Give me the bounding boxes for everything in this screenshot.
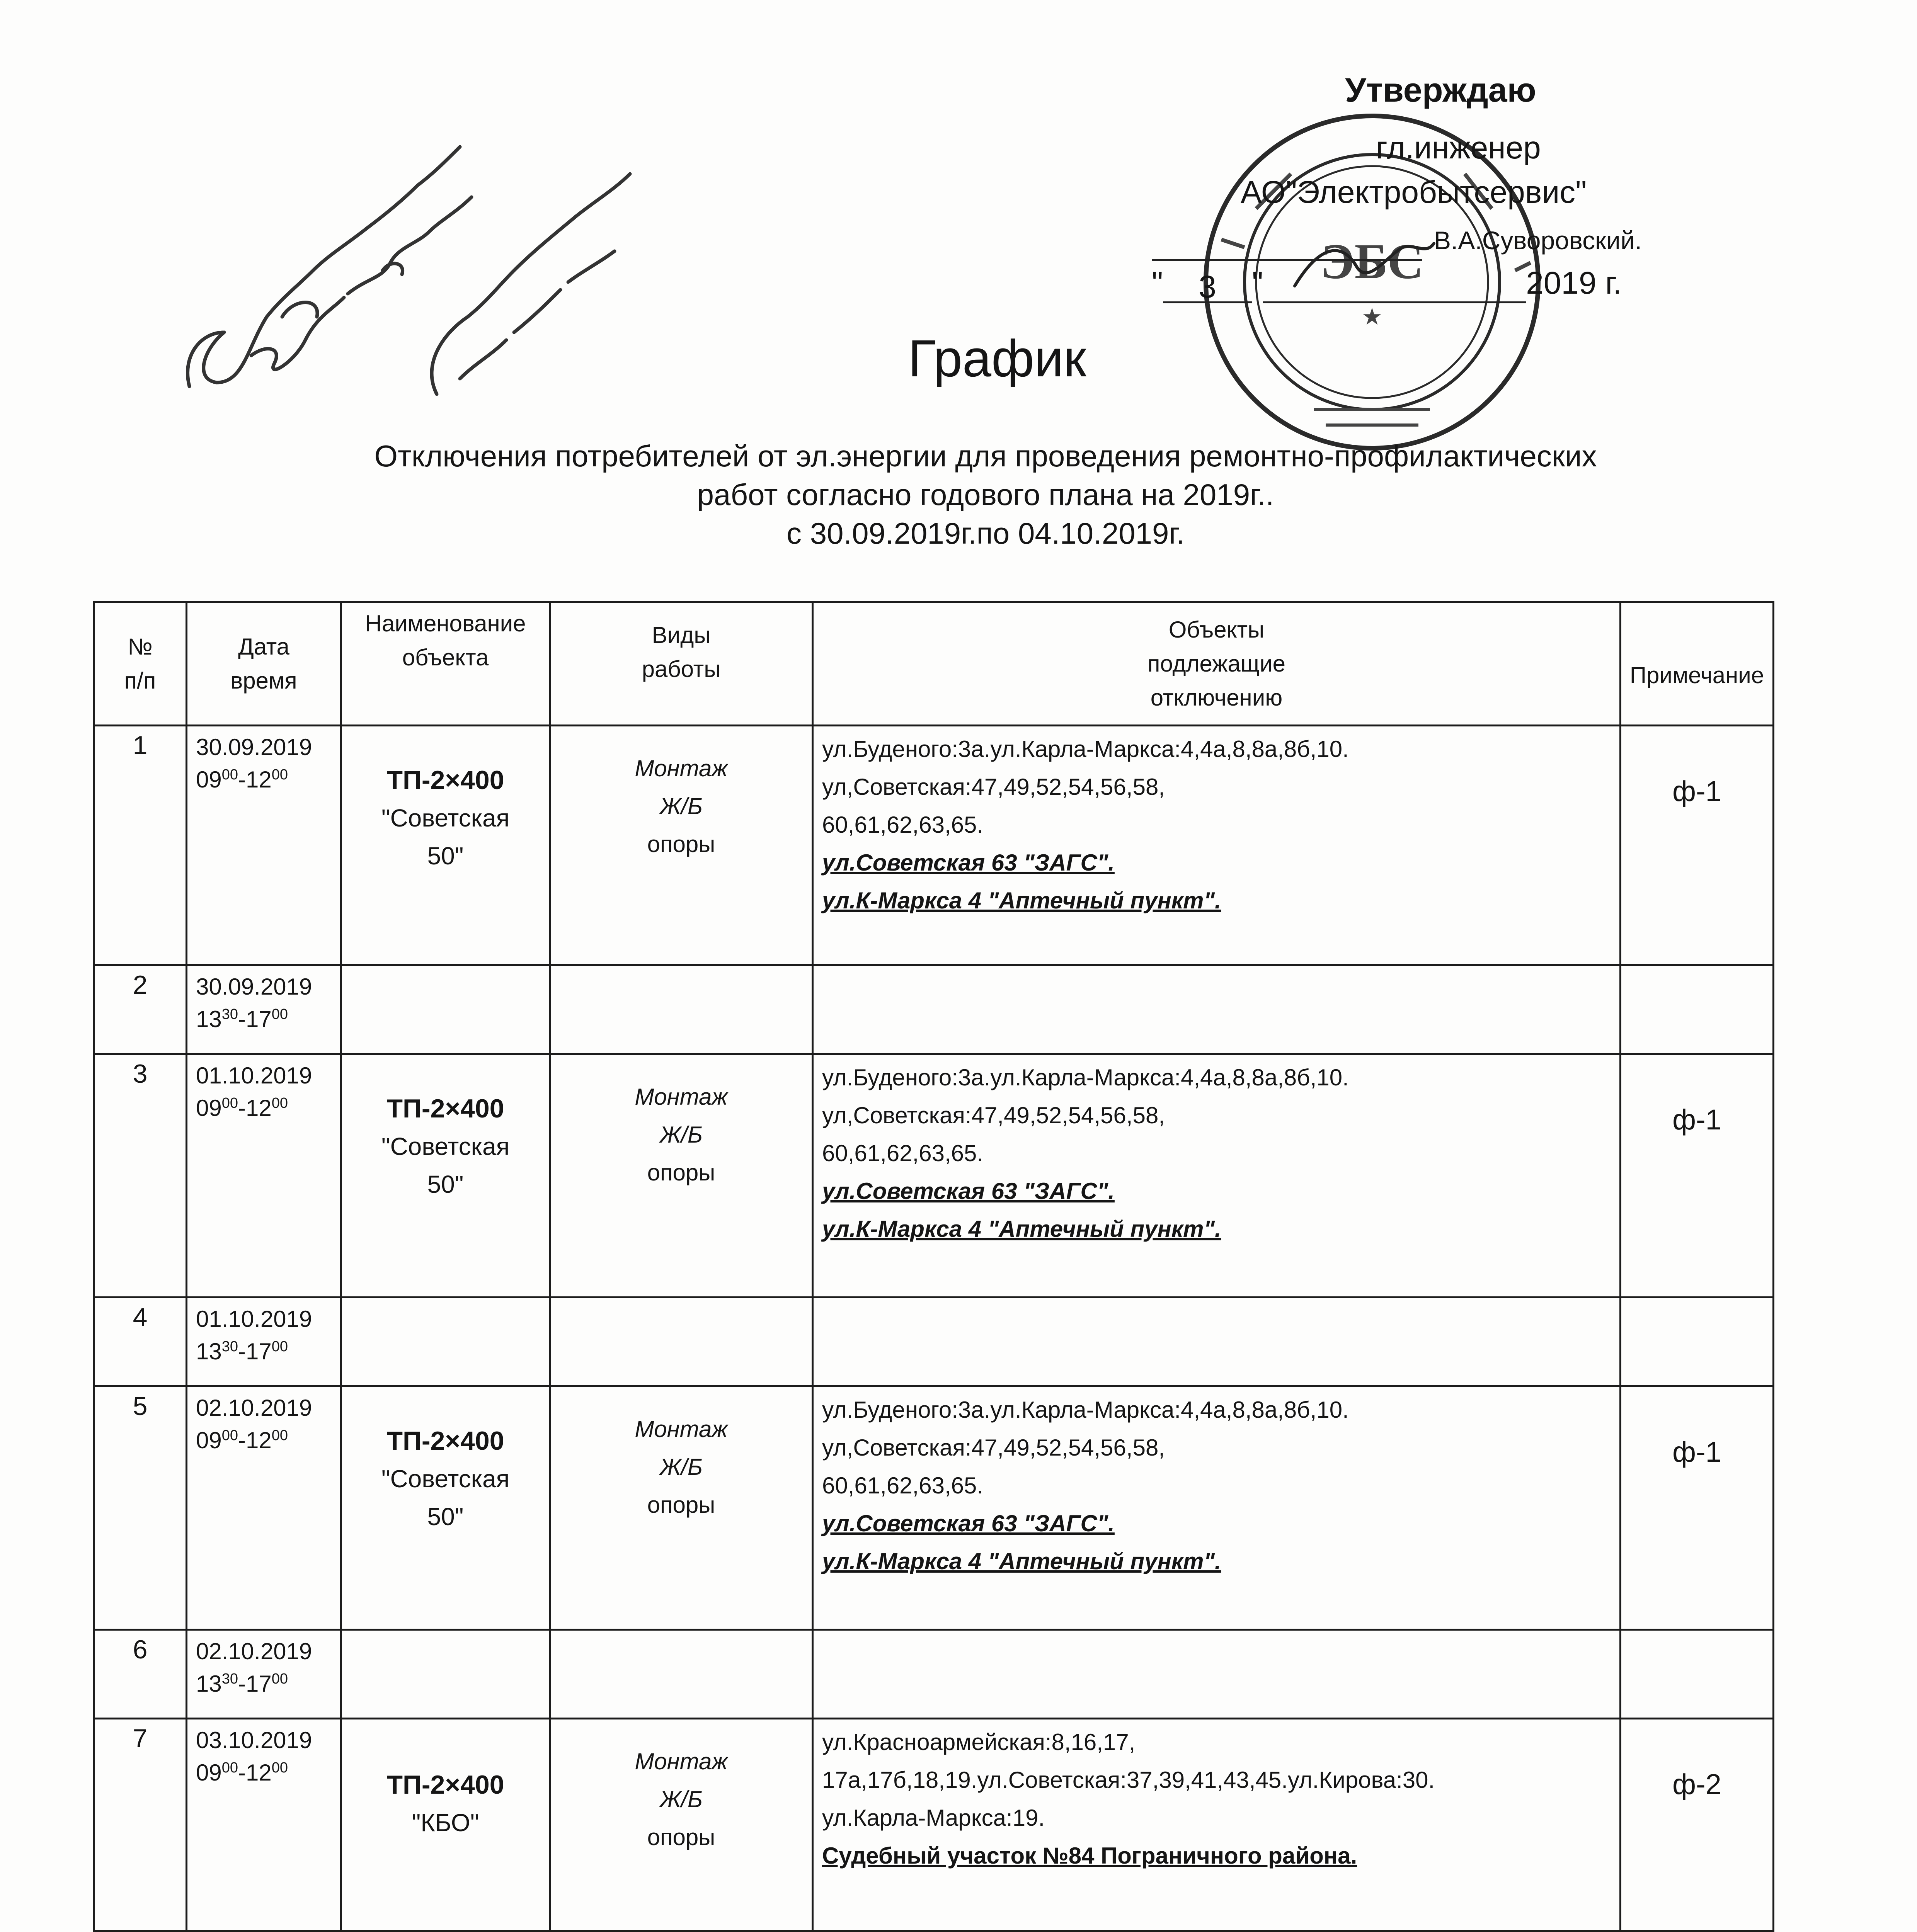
work-type: Монтаж [635, 1084, 728, 1110]
important-consumer: ул.Советская 63 "ЗАГС". [822, 1510, 1115, 1536]
important-consumer: Судебный участок №84 Пограничного района. [822, 1843, 1357, 1869]
row-date: 30.09.2019 [196, 974, 312, 1000]
row-work [550, 1298, 813, 1386]
object-substation: ТП-2×400 [386, 1094, 504, 1123]
svg-text:ЭБС: ЭБС [1320, 234, 1424, 289]
work-material: Ж/Б [660, 1786, 703, 1812]
document-title: График [908, 329, 1086, 388]
important-consumer: ул.К-Маркса 4 "Аптечный пункт". [822, 1216, 1221, 1242]
work-object: опоры [647, 831, 715, 857]
row-datetime [187, 1719, 341, 1931]
table-row [94, 1054, 1774, 1298]
row-time: $09^{00}-12^{00}$ [196, 767, 288, 793]
row-targets [813, 1630, 1621, 1719]
row-num: 5 [94, 1386, 187, 1630]
row-object [341, 1630, 550, 1719]
header-targets: Объекты подлежащие отключению [813, 602, 1621, 726]
svg-text:★: ★ [1362, 304, 1382, 330]
row-work [550, 1054, 813, 1298]
address-line: ул.Буденого:3а.ул.Карла-Маркса:4,4а,8,8а,8б,10. [822, 1065, 1349, 1090]
row-date: 02.10.2019 [196, 1638, 312, 1664]
row-work [550, 1719, 813, 1931]
table-header-row [94, 602, 1774, 726]
object-line-3: 50" [427, 1503, 464, 1531]
table-row [94, 1719, 1774, 1931]
approval-signature [1287, 232, 1442, 301]
approval-signatory: В.А.Суворовский. [1434, 226, 1642, 255]
approval-company: АО"Электробытсервис" [1241, 175, 1587, 210]
row-time: $09^{00}-12^{00}$ [196, 1760, 288, 1786]
subtitle-line-1: Отключения потребителей от эл.энергии для проведения ремонтно-профилактических [374, 439, 1597, 473]
row-num: 1 [94, 726, 187, 965]
row-note [1621, 965, 1774, 1054]
row-datetime [187, 726, 341, 965]
subtitle-line-3: с 30.09.2019г.по 04.10.2019г. [787, 516, 1185, 550]
row-object [341, 726, 550, 965]
row-date: 03.10.2019 [196, 1727, 312, 1753]
row-note [1621, 1630, 1774, 1719]
work-material: Ж/Б [660, 793, 703, 819]
row-note: ф-1 [1621, 1054, 1774, 1298]
important-consumer: ул.Советская 63 "ЗАГС". [822, 850, 1115, 876]
row-work [550, 965, 813, 1054]
row-note: ф-2 [1621, 1719, 1774, 1931]
row-note [1621, 1298, 1774, 1386]
row-object [341, 1054, 550, 1298]
approval-date-line: " 3 " 2019 г. [1152, 265, 1622, 304]
row-num: 4 [94, 1298, 187, 1386]
object-substation: ТП-2×400 [386, 765, 504, 795]
approval-year: 2019 г. [1526, 265, 1622, 301]
row-num: 6 [94, 1630, 187, 1719]
row-datetime [187, 1054, 341, 1298]
address-line: ул,Советская:47,49,52,54,56,58, [822, 1435, 1165, 1461]
row-date: 02.10.2019 [196, 1395, 312, 1421]
row-object [341, 1719, 550, 1931]
row-time: $13^{30}-17^{00}$ [196, 1338, 288, 1364]
row-time: $09^{00}-12^{00}$ [196, 1427, 288, 1453]
row-datetime [187, 1386, 341, 1630]
header-work: Виды работы [550, 602, 813, 726]
row-date: 01.10.2019 [196, 1063, 312, 1088]
row-datetime [187, 1298, 341, 1386]
approval-position: гл.инженер [1376, 130, 1541, 165]
object-substation: ТП-2×400 [386, 1770, 504, 1799]
object-line-3: 50" [427, 842, 464, 870]
row-targets [813, 965, 1621, 1054]
table-row [94, 1386, 1774, 1630]
object-line-2: "Советская [381, 1133, 510, 1160]
object-line-3: 50" [427, 1170, 464, 1198]
document-subtitle [271, 437, 1701, 553]
object-line-2: "Советская [381, 1465, 510, 1493]
header-num: № п/п [94, 602, 187, 726]
object-substation: ТП-2×400 [386, 1426, 504, 1456]
header-note: Примечание [1621, 602, 1774, 726]
address-line: 60,61,62,63,65. [822, 1140, 984, 1166]
work-material: Ж/Б [660, 1122, 703, 1148]
table-row [94, 965, 1774, 1054]
address-line: ул,Советская:47,49,52,54,56,58, [822, 1102, 1165, 1128]
important-consumer: ул.К-Маркса 4 "Аптечный пункт". [822, 888, 1221, 913]
table-row [94, 726, 1774, 965]
row-targets [813, 1054, 1621, 1298]
approval-day: 3 [1163, 267, 1252, 303]
important-consumer: ул.К-Маркса 4 "Аптечный пункт". [822, 1548, 1221, 1574]
row-time: $13^{30}-17^{00}$ [196, 1006, 288, 1032]
object-line-2: "КБО" [412, 1809, 479, 1837]
row-note: ф-1 [1621, 1386, 1774, 1630]
row-object [341, 965, 550, 1054]
work-type: Монтаж [635, 755, 728, 781]
row-num: 7 [94, 1719, 187, 1931]
address-line: ул.Красноармейская:8,16,17, [822, 1729, 1136, 1755]
header-object: Наименование объекта [341, 602, 550, 726]
address-line: 17а,17б,18,19.ул.Советская:37,39,41,43,45.ул.Кирова:30. [822, 1767, 1435, 1793]
important-consumer: ул.Советская 63 "ЗАГС". [822, 1178, 1115, 1204]
row-time: $13^{30}-17^{00}$ [196, 1671, 288, 1697]
row-targets [813, 1386, 1621, 1630]
row-object [341, 1386, 550, 1630]
row-targets [813, 726, 1621, 965]
address-line: 60,61,62,63,65. [822, 1473, 984, 1498]
row-date: 01.10.2019 [196, 1306, 312, 1332]
address-line: ул.Карла-Маркса:19. [822, 1805, 1045, 1831]
table-row [94, 1630, 1774, 1719]
row-num: 3 [94, 1054, 187, 1298]
schedule-table [93, 601, 1774, 1932]
work-object: опоры [647, 1824, 715, 1850]
row-work [550, 726, 813, 965]
row-work [550, 1630, 813, 1719]
row-targets [813, 1719, 1621, 1931]
address-line: 60,61,62,63,65. [822, 812, 984, 838]
subtitle-line-2: работ согласно годового плана на 2019г.. [697, 478, 1274, 512]
header-date: Дата время [187, 602, 341, 726]
work-type: Монтаж [635, 1748, 728, 1774]
row-note: ф-1 [1621, 726, 1774, 965]
address-line: ул.Буденого:3а.ул.Карла-Маркса:4,4а,8,8а,8б,10. [822, 1397, 1349, 1423]
work-object: опоры [647, 1492, 715, 1518]
table-row [94, 1298, 1774, 1386]
row-num: 2 [94, 965, 187, 1054]
row-object [341, 1298, 550, 1386]
row-work [550, 1386, 813, 1630]
work-object: опоры [647, 1160, 715, 1185]
address-line: ул,Советская:47,49,52,54,56,58, [822, 774, 1165, 800]
approval-title: Утверждаю [1345, 71, 1536, 109]
object-line-2: "Советская [381, 804, 510, 832]
row-datetime [187, 1630, 341, 1719]
row-date: 30.09.2019 [196, 734, 312, 760]
row-datetime [187, 965, 341, 1054]
address-line: ул.Буденого:3а.ул.Карла-Маркса:4,4а,8,8а,8б,10. [822, 736, 1349, 762]
row-time: $09^{00}-12^{00}$ [196, 1095, 288, 1121]
row-targets [813, 1298, 1621, 1386]
work-type: Монтаж [635, 1416, 728, 1442]
work-material: Ж/Б [660, 1454, 703, 1480]
